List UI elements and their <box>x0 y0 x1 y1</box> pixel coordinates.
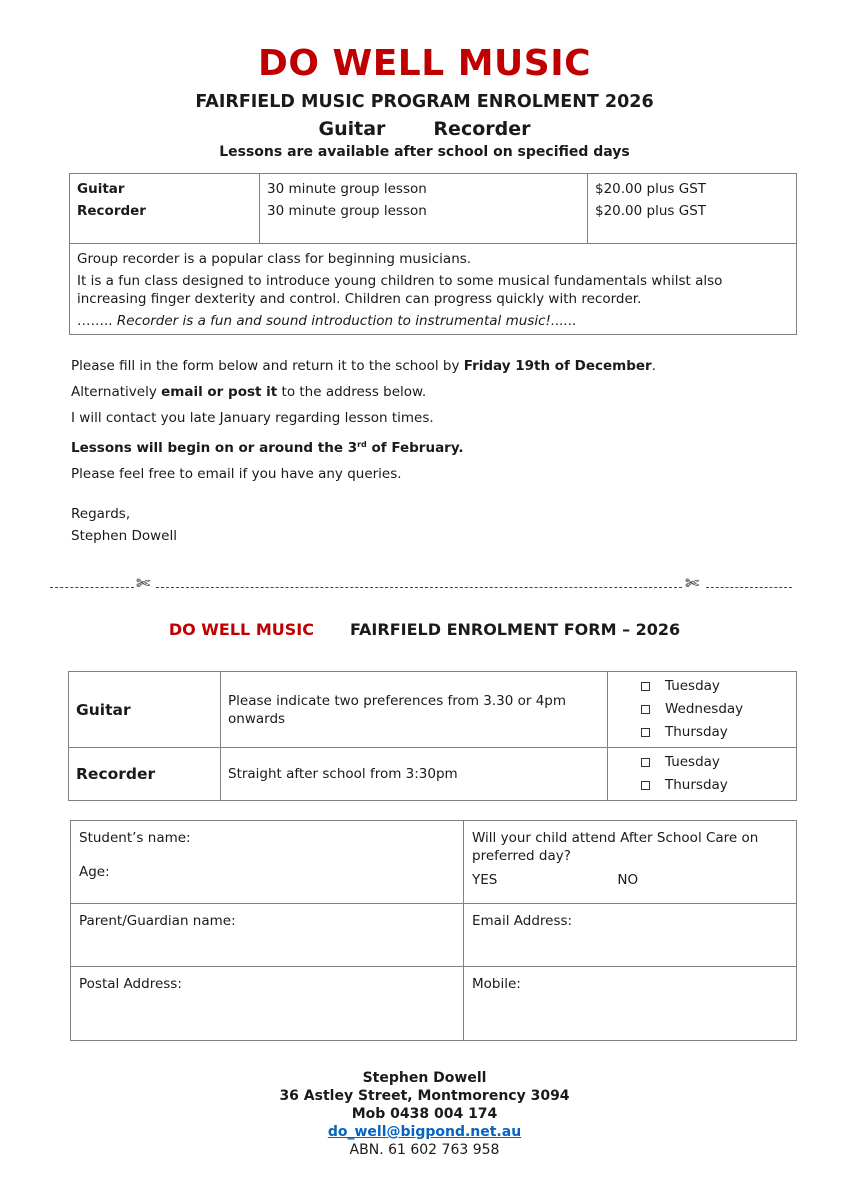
contact-footer <box>0 1069 849 1159</box>
day-label: Wednesday <box>665 701 744 717</box>
checkbox[interactable] <box>641 758 650 767</box>
scissors-icon: ✄ <box>685 574 700 594</box>
instrument-label: Recorder <box>69 748 221 801</box>
day-option-wednesday[interactable] <box>641 698 796 721</box>
student-name-field[interactable] <box>71 821 464 904</box>
age-label: Age: <box>79 864 110 880</box>
parent-name-field[interactable] <box>71 904 464 967</box>
preference-note: Straight after school from 3:30pm <box>221 748 608 801</box>
dashed-line <box>706 587 792 588</box>
instrument-cell <box>70 174 260 244</box>
contact-note: I will contact you late January regarding lesson times. <box>71 410 434 427</box>
day-label: Thursday <box>665 777 728 793</box>
checkbox[interactable] <box>641 728 650 737</box>
instrument-label: Guitar <box>69 672 221 748</box>
form-brand: DO WELL MUSIC <box>168 620 314 639</box>
return-instruction <box>71 357 771 375</box>
contact-address: 36 Astley Street, Montmorency 3094 <box>279 1088 570 1104</box>
description-row <box>70 244 797 335</box>
abn: ABN. 61 602 763 958 <box>349 1142 500 1158</box>
after-school-care-question: Will your child attend After School Care on preferred day? <box>472 830 759 864</box>
tagline-text: Recorder is a fun and sound introduction to instrumental music!...... <box>112 313 577 329</box>
text: Please fill in the form below and return it to the school by <box>71 358 464 374</box>
scissors-icon: ✄ <box>136 574 151 594</box>
start-date-note <box>71 436 771 457</box>
contact-mobile: Mob 0438 004 174 <box>351 1106 498 1122</box>
postal-address-field[interactable] <box>71 967 464 1041</box>
day-preference-table <box>68 671 797 801</box>
yes-option[interactable]: YES <box>472 872 498 888</box>
lesson-type-cell <box>260 174 588 244</box>
form-heading <box>0 619 849 641</box>
due-date: Friday 19th of December <box>463 358 652 374</box>
day-label: Tuesday <box>665 678 720 694</box>
instrument-name: Recorder <box>77 203 146 219</box>
emphasis: email or post it <box>161 384 278 401</box>
details-row <box>71 967 797 1041</box>
no-option[interactable]: NO <box>617 872 639 888</box>
instrument-guitar: Guitar <box>318 118 386 140</box>
checkbox[interactable] <box>641 781 650 790</box>
details-row <box>71 821 797 904</box>
contact-email-link[interactable]: do_well@bigpond.net.au <box>327 1124 522 1140</box>
day-options <box>608 672 797 748</box>
lesson-price: $20.00 plus GST <box>595 203 707 219</box>
lesson-info-table <box>69 173 797 335</box>
parent-name-label: Parent/Guardian name: <box>79 913 236 929</box>
alternative-instruction <box>71 383 771 401</box>
lesson-price: $20.00 plus GST <box>595 181 707 197</box>
lesson-info-row <box>70 174 797 244</box>
program-title: FAIRFIELD MUSIC PROGRAM ENROLMENT 2026 <box>195 92 654 112</box>
recorder-description <box>70 244 797 335</box>
availability-note: Lessons are available after school on specified days <box>219 144 630 160</box>
day-label: Tuesday <box>665 754 720 770</box>
day-options <box>608 748 797 801</box>
instrument-name: Guitar <box>77 181 125 197</box>
contact-name: Stephen Dowell <box>362 1070 487 1086</box>
description-tagline <box>77 312 789 330</box>
brand-title: DO WELL MUSIC <box>257 43 592 84</box>
description-line: It is a fun class designed to introduce young children to some musical fundamentals whilst also increasing finger dexterity and control. Children can progress quickly with recorder. <box>77 273 723 307</box>
recorder-preference-row <box>69 748 797 801</box>
checkbox[interactable] <box>641 682 650 691</box>
details-row <box>71 904 797 967</box>
ellipsis: …….. <box>77 313 113 329</box>
day-option-tuesday[interactable] <box>641 751 796 774</box>
mobile-field[interactable] <box>464 967 797 1041</box>
form-title: FAIRFIELD ENROLMENT FORM – 2026 <box>349 620 681 639</box>
dashed-line <box>156 587 682 588</box>
text: of February. <box>366 439 464 456</box>
guitar-preference-row <box>69 672 797 748</box>
email-field[interactable] <box>464 904 797 967</box>
description-line: Group recorder is a popular class for beginning musicians. <box>77 251 472 267</box>
queries-note: Please feel free to email if you have any queries. <box>71 465 402 482</box>
cut-line <box>50 574 792 594</box>
ordinal: rd <box>357 439 367 449</box>
text: Alternatively <box>71 384 162 401</box>
price-cell <box>588 174 797 244</box>
day-label: Thursday <box>665 724 728 740</box>
day-option-thursday[interactable] <box>641 774 796 797</box>
email-label: Email Address: <box>472 913 573 929</box>
preference-note: Please indicate two preferences from 3.30 or 4pm onwards <box>221 672 608 748</box>
mobile-label: Mobile: <box>472 976 521 992</box>
after-school-care-field[interactable] <box>464 821 797 904</box>
dashed-line <box>50 587 134 588</box>
yes-no-options <box>472 871 788 889</box>
lesson-type: 30 minute group lesson <box>267 203 427 219</box>
day-option-tuesday[interactable] <box>641 675 796 698</box>
student-name-label: Student’s name: <box>79 830 191 846</box>
day-option-thursday[interactable] <box>641 721 796 744</box>
signature: Stephen Dowell <box>71 527 177 544</box>
postal-address-label: Postal Address: <box>79 976 182 992</box>
text: Lessons will begin on or around the 3 <box>71 439 358 456</box>
text: . <box>651 358 656 374</box>
instrument-list <box>0 116 849 142</box>
checkbox[interactable] <box>641 705 650 714</box>
lesson-type: 30 minute group lesson <box>267 181 427 197</box>
cover-letter <box>71 357 771 553</box>
instrument-recorder: Recorder <box>433 118 531 140</box>
regards: Regards, <box>71 505 131 522</box>
student-details-table <box>70 820 797 1041</box>
text: to the address below. <box>277 384 427 401</box>
